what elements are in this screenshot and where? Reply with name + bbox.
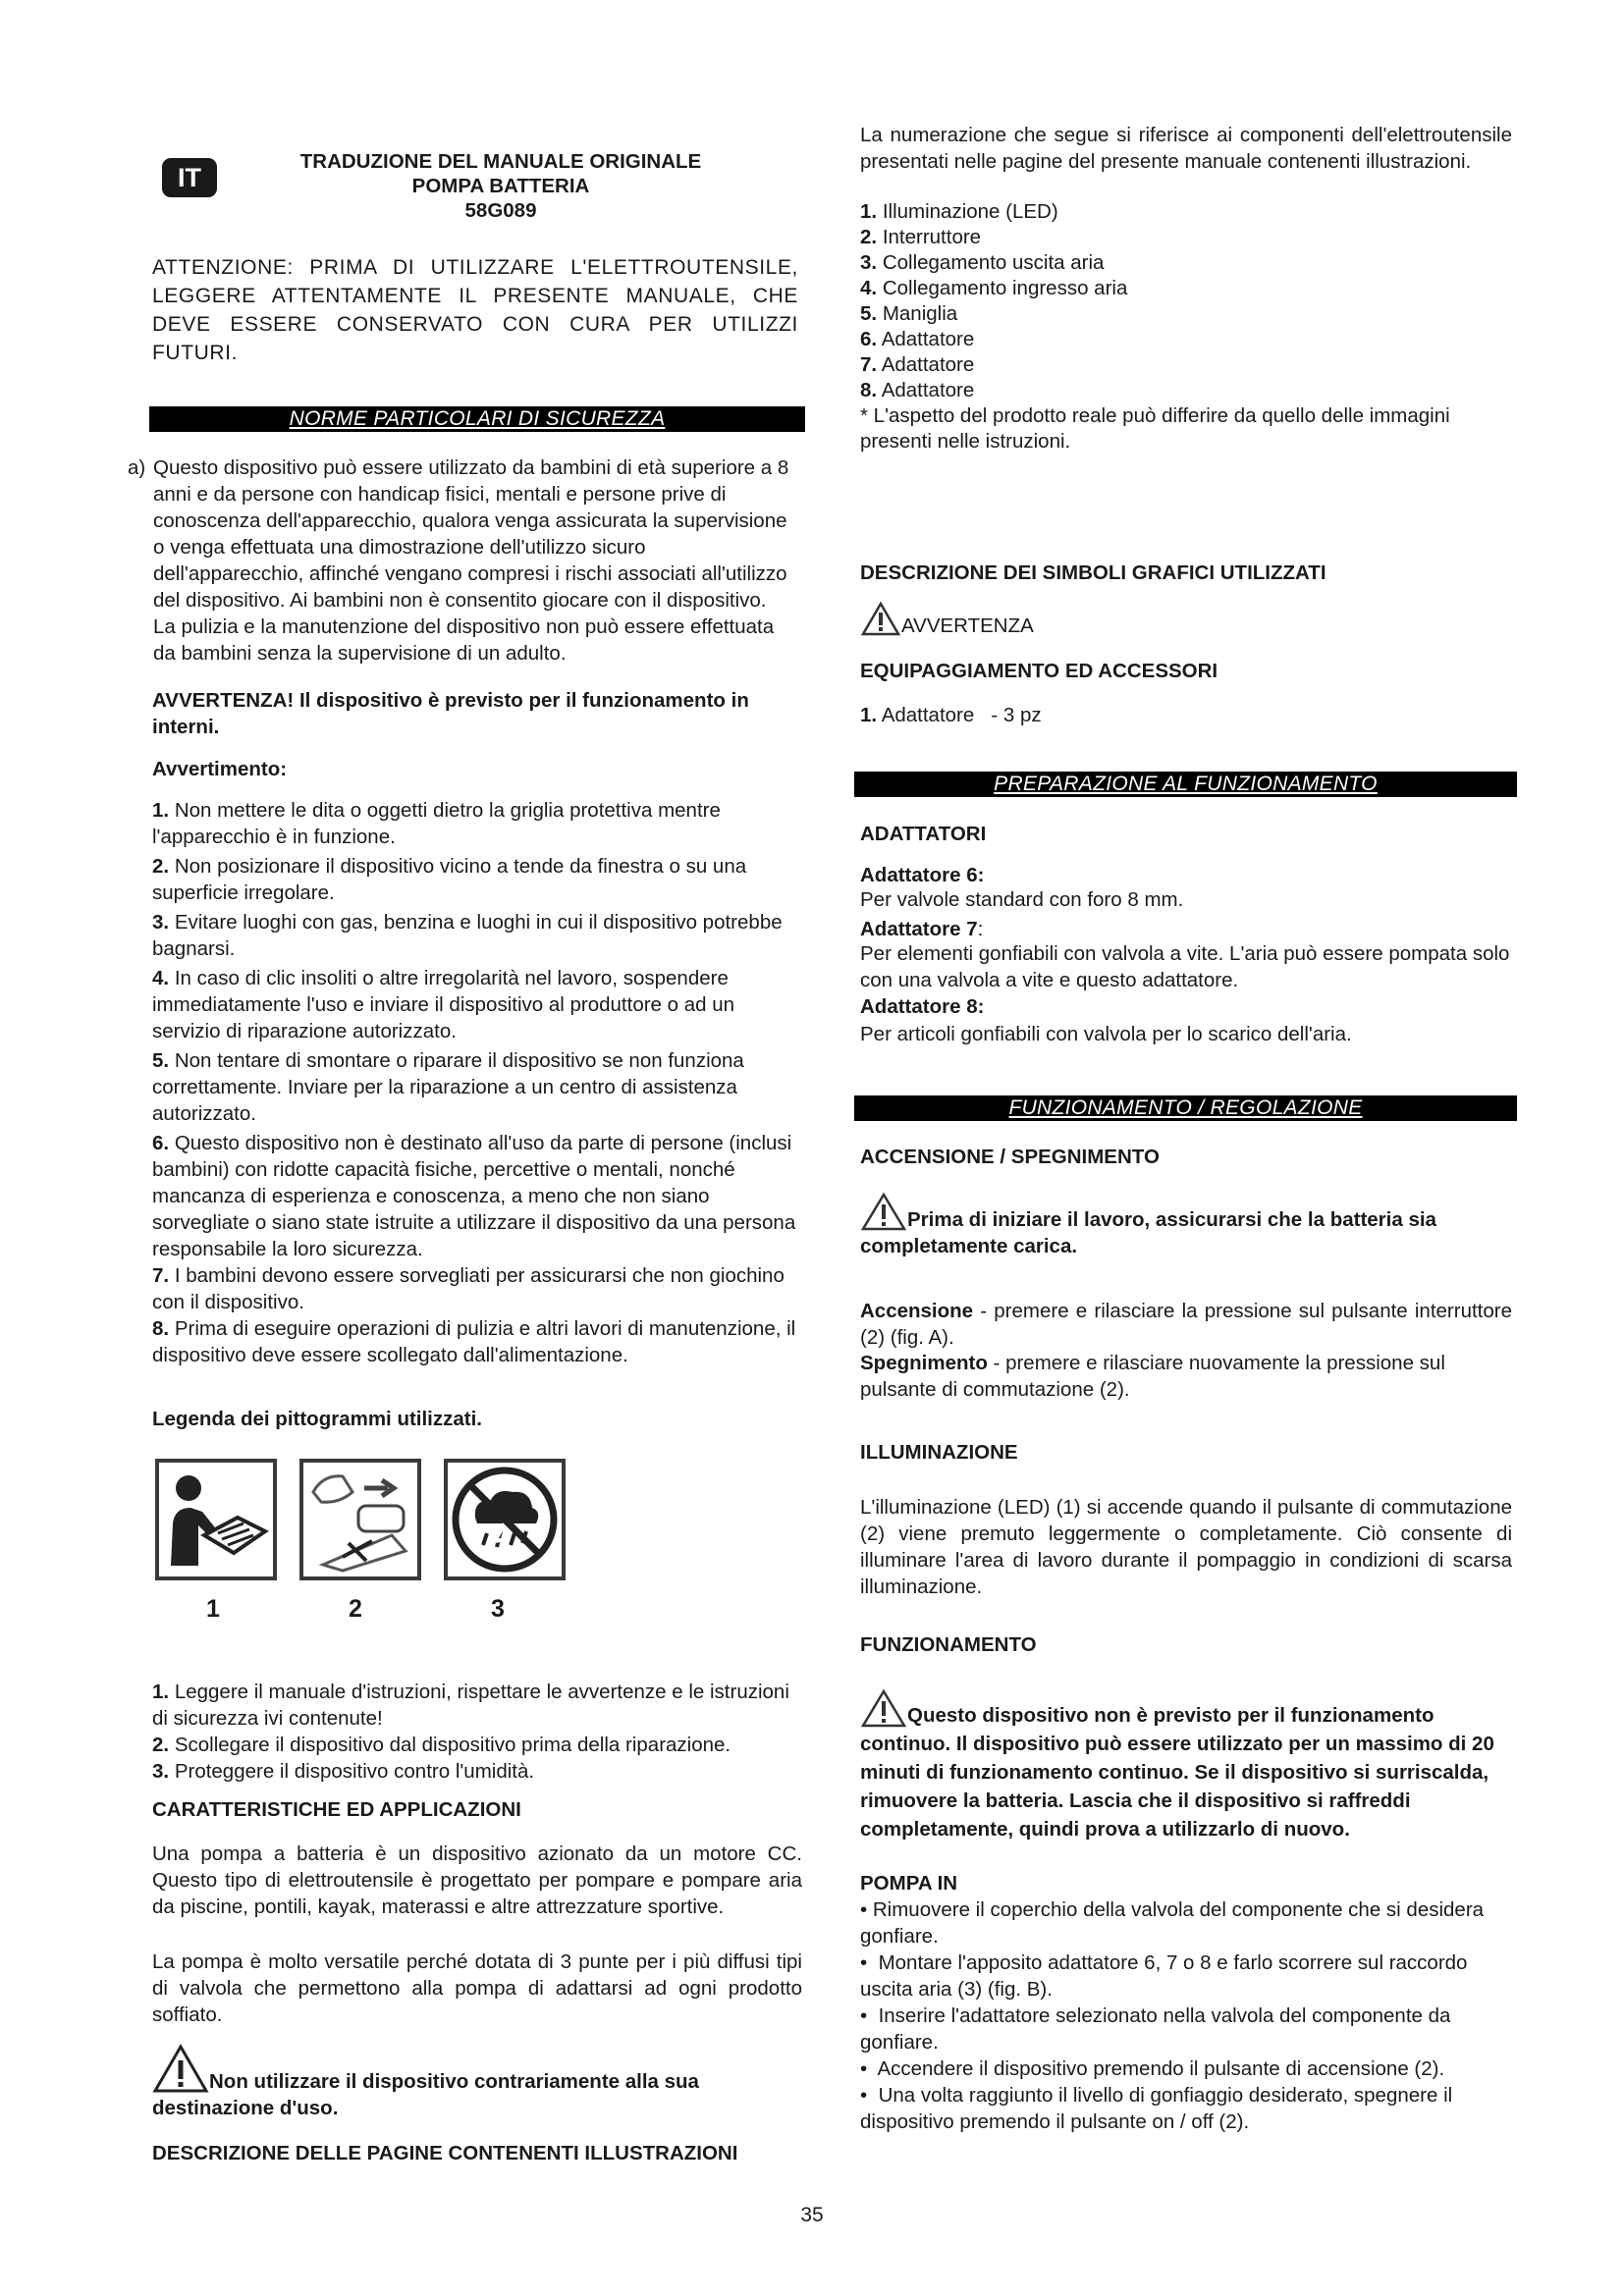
func-warning-text: Questo dispositivo non è previsto per il funzionamento continuo. Il dispositivo può essere utilizzato per un massimo di 20 minuti di funzionamento continuo. Se il dispositivo si surriscalda, rimuovere la batteria. Lascia che il dispositivo si raffreddi completamente, quindi prova a utilizzarlo di nuovo. [860,1704,1494,1841]
manual-header [236,149,766,223]
safety-a-prefix: a) [128,456,146,479]
banner-prep: PREPARAZIONE AL FUNZIONAMENTO [854,772,1517,797]
list-item: 2. Scollegare il dispositivo dal dispositivo prima della riparazione. [152,1734,731,1756]
avvertimento-list [152,797,800,1368]
list-item: 1. Illuminazione (LED) [860,200,1058,223]
features-p2: La pompa è molto versatile perché dotata di 3 punte per i più diffusi tipi di valvola che permettono alla pompa di adattarsi ad ogni prodotto soffiato. [152,1950,802,2026]
off-instruction: Spegnimento - premere e rilasciare nuovamente la pressione sul pulsante di commutazione (2). [860,1352,1445,1401]
list-item: 3. Proteggere il dispositivo contro l'umidità. [152,1760,535,1783]
func-warning [860,1688,1512,1843]
list-item: 4. Collegamento ingresso aria [860,277,1128,299]
adapter6-title: Adattatore 6: [860,864,985,886]
list-item: 3. Evitare luoghi con gas, benzina e luoghi in cui il dispositivo potrebbe bagnarsi. [152,911,783,960]
warning-triangle-icon [860,1192,907,1233]
adapter7-title: Adattatore 7: [860,918,984,940]
list-item: 8. Prima di eseguire operazioni di pulizia e altri lavori di manutenzione, il dispositivo deve essere scollegato dall'alimentazione. [152,1317,796,1366]
list-item: 8. Adattatore [860,379,975,401]
symbols-title: DESCRIZIONE DEI SIMBOLI GRAFICI UTILIZZATI [860,561,1326,584]
list-item: • Montare l'apposito adattatore 6, 7 o 8 e farlo scorrere sul raccordo uscita aria (3) (fig. B). [860,1951,1468,2001]
pictogram-number: 3 [491,1595,505,1623]
list-item: 2. Interruttore [860,226,982,248]
attention-text: ATTENZIONE: PRIMA DI UTILIZZARE L'ELETTROUTENSILE, LEGGERE ATTENTAMENTE IL PRESENTE MANUALE, CHE DEVE ESSERE CONSERVATO CON CURA PER UTILIZZI FUTURI. [152,256,798,364]
adapters-title: ADATTATORI [860,823,987,845]
list-item: 7. I bambini devono essere sorvegliati per assicurarsi che non giochino con il dispositivo. [152,1264,785,1313]
onoff-title: ACCENSIONE / SPEGNIMENTO [860,1146,1160,1168]
list-item: 6. Adattatore [860,328,975,350]
list-item: 6. Questo dispositivo non è destinato all'uso da parte di persone (inclusi bambini) con ridotte capacità fisiche, percettive o mentali, nonché mancanza di esperienza e conoscenza, a meno che non siano sorvegliate o siano state istruite a utilizzare il dispositivo da una persona responsabile la loro sicurezza. [152,1132,796,1260]
symbol-warning-label: AVVERTENZA [901,614,1034,637]
pump-title: POMPA IN [860,1872,958,1895]
list-item: • Accendere il dispositivo premendo il pulsante di accensione (2). [860,2057,1445,2080]
list-item: 5. Non tentare di smontare o riparare il dispositivo se non funziona correttamente. Inviare per la riparazione a un centro di assistenza autorizzato. [152,1049,744,1125]
banner-safety: NORME PARTICOLARI DI SICUREZZA [149,406,805,432]
list-item: 2. Non posizionare il dispositivo vicino a tende da finestra o su una superficie irregolare. [152,855,747,904]
pictogram-read-manual [155,1459,277,1580]
header-line-2: POMPA BATTERIA [411,175,590,197]
legend-title: Legenda dei pittogrammi utilizzati. [152,1408,482,1430]
list-item: 5. Maniglia [860,302,958,325]
pictogram-moisture [444,1459,566,1580]
list-item: 1. Leggere il manuale d'istruzioni, rispettare le avvertenze e le istruzioni di sicurezza ivi contenute! [152,1681,789,1730]
safety-a-text: Questo dispositivo può essere utilizzato da bambini di età superiore a 8 anni e da persone con handicap fisici, mentali e persone prive di conoscenza dell'apparecchio, qualora venga assicurata la supervisione o venga effettuata una dimostrazione dell'utilizzo sicuro dell'apparecchio, affinché vengano compresi i rischi associati all'utilizzo del dispositivo. Ai bambini non è consentito giocare con il dispositivo. La pulizia e la manutenzione del dispositivo non può essere effettuata da bambini senza la supervisione di un adulto. [153,456,789,665]
page-number: 35 [800,2204,824,2226]
no-rain-icon [448,1463,562,1576]
symbol-warning [860,601,1512,638]
list-item: 1. Non mettere le dita o oggetti dietro la griglia protettiva mentre l'apparecchio è in funzione. [152,799,721,848]
features-p1: Una pompa a batteria è un dispositivo azionato da un motore CC. Questo tipo di elettroutensile è progettato per pompare e pompare aria da piscine, pontili, kayak, materassi e altre attrezzature sportive. [152,1842,802,1918]
battery-warning [860,1192,1512,1259]
read-manual-icon [159,1463,273,1576]
pictogram-number: 1 [206,1595,220,1623]
header-line-3: 58G089 [464,199,537,222]
language-badge: IT [162,158,217,197]
adapter7-text: Per elementi gonfiabili con valvola a vite. L'aria può essere pompata solo con una valvola a vite e questo adattatore. [860,942,1510,991]
list-item: • Una volta raggiunto il livello di gonfiaggio desiderato, spegnere il dispositivo premendo il pulsante on / off (2). [860,2084,1453,2133]
disconnect-repair-icon [303,1463,417,1576]
list-item: 4. In caso di clic insoliti o altre irregolarità nel lavoro, sospendere immediatamente l'uso e inviare il dispositivo al produttore o ad un servizio di riparazione autorizzato. [152,967,735,1042]
warning-indoor: AVVERTENZA! Il dispositivo è previsto per il funzionamento in interni. [152,689,749,738]
list-item: 7. Adattatore [860,353,975,376]
components-intro: La numerazione che segue si riferisce ai componenti dell'elettroutensile presentati nelle pagine del presente manuale contenenti illustrazioni. [860,124,1512,173]
avvertimento-title: Avvertimento: [152,758,288,780]
light-text: L'illuminazione (LED) (1) si accende quando il pulsante di commutazione (2) viene premuto leggermente o completamente. Ciò consente di illuminare l'area di lavoro durante il pompaggio in condizioni di scarsa illuminazione. [860,1496,1512,1598]
battery-warning-text: Prima di iniziare il lavoro, assicurarsi che la batteria sia completamente carica. [860,1208,1436,1257]
pump-list [860,1896,1512,2135]
pictogram-number: 2 [349,1595,362,1623]
legend-list [152,1679,805,1785]
list-item: 3. Collegamento uscita aria [860,251,1105,274]
misuse-warning [152,2044,802,2121]
light-title: ILLUMINAZIONE [860,1441,1018,1464]
list-item: • Inserire l'adattatore selezionato nella valvola del componente da gonfiare. [860,2004,1451,2054]
warning-triangle-icon [860,1688,907,1730]
equip-item: 1. Adattatore - 3 pz [860,704,1042,726]
adapter6-text: Per valvole standard con foro 8 mm. [860,888,1184,911]
adapter8-title: Adattatore 8: [860,995,985,1018]
pictogram-disconnect [299,1459,421,1580]
list-item: • Rimuovere il coperchio della valvola del componente che si desidera gonfiare. [860,1898,1485,1948]
equip-title: EQUIPAGGIAMENTO ED ACCESSORI [860,660,1218,682]
adapter8-text: Per articoli gonfiabili con valvola per lo scarico dell'aria. [860,1023,1352,1045]
header-line-1: TRADUZIONE DEL MANUALE ORIGINALE [299,150,702,173]
on-instruction: Accensione - premere e rilasciare la pressione sul pulsante interruttore (2) (fig. A). [860,1300,1513,1349]
features-title: CARATTERISTICHE ED APPLICAZIONI [152,1798,521,1821]
warning-triangle-icon [860,601,901,638]
warning-triangle-icon [152,2044,209,2095]
components-list [860,199,1512,454]
safety-item-a [128,454,805,667]
banner-operation: FUNZIONAMENTO / REGOLAZIONE [854,1095,1517,1121]
func-title: FUNZIONAMENTO [860,1633,1037,1656]
misuse-warning-text: Non utilizzare il dispositivo contrariamente alla sua destinazione d'uso. [152,2070,699,2119]
components-note: * L'aspetto del prodotto reale può differire da quello delle immagini presenti nelle istruzioni. [860,404,1450,453]
pages-title: DESCRIZIONE DELLE PAGINE CONTENENTI ILLUSTRAZIONI [152,2142,738,2164]
